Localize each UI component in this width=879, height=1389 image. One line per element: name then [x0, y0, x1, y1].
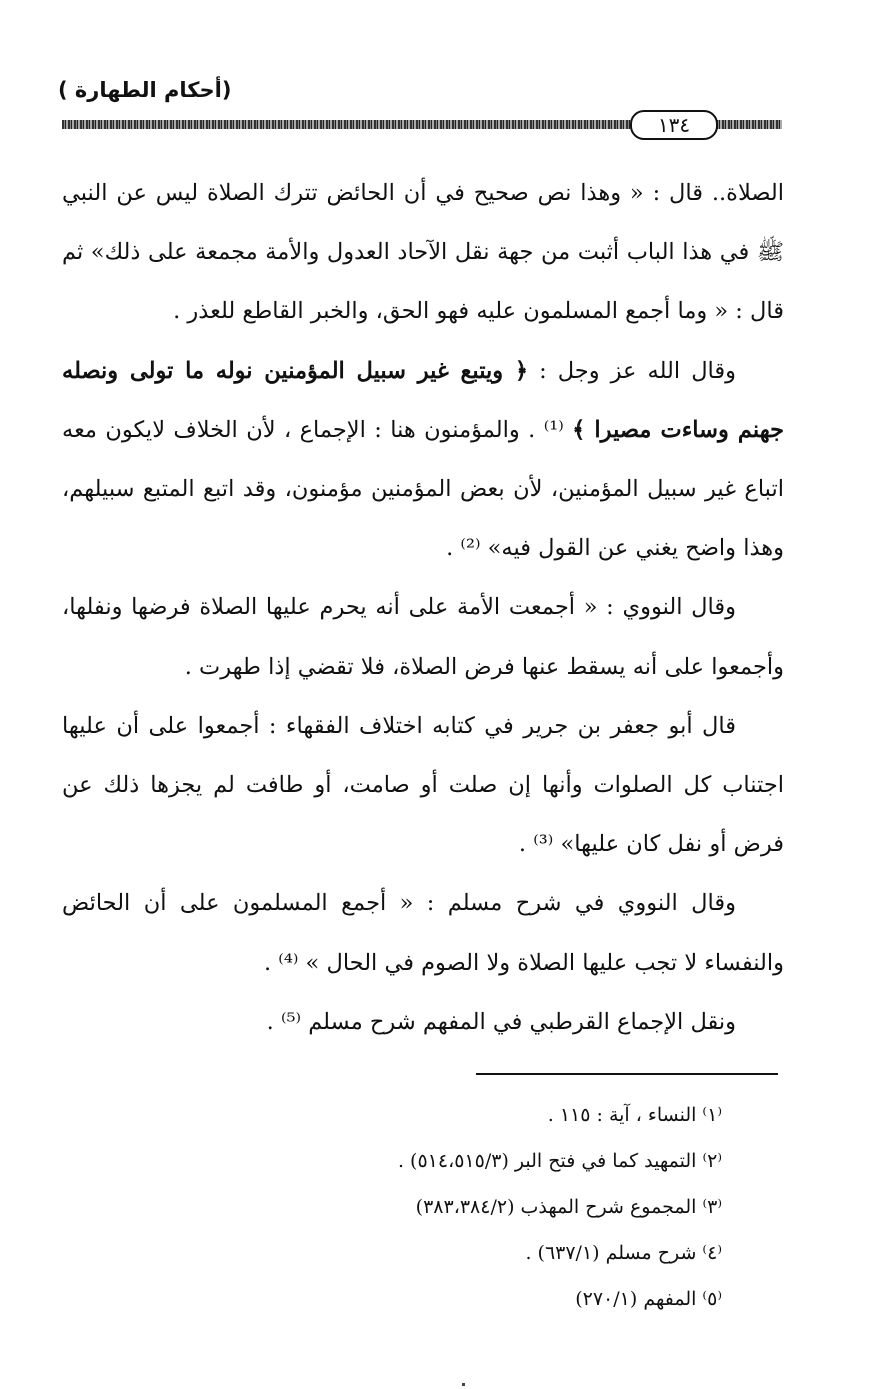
paragraph-4: قال أبو جعفر بن جرير في كتابه اختلاف الفقهاء : أجمعوا على أن عليها اجتناب كل الصلوات وأنها إن صلت أو صامت، أو طافت لم يجزها ذلك عن فرض أو نفل كان عليها» ⁽³⁾ .	[62, 712, 784, 858]
paragraph-2: وقال الله عز وجل : ﴿ ويتبع غير سبيل المؤمنين نوله ما تولى ونصله جهنم وساءت مصيرا ﴾ ⁽¹⁾ . والمؤمنون هنا : الإجماع ، لأن الخلاف لايكون معه اتباع غير سبيل المؤمنين، لأن بعض المؤمنين مؤمنون، وقد اتبع المتبع سبيلهم، وهذا واضح يغني عن القول فيه» ⁽²⁾ .	[62, 357, 784, 562]
footnote-1: ⁽١⁾ النساء ، آية : ١١٥ .	[547, 1104, 722, 1126]
paragraph-6: ونقل الإجماع القرطبي في المفهم شرح مسلم ⁽⁵⁾ .	[266, 1008, 736, 1035]
footnote-5: ⁽٥⁾ المفهم (٢٧٠/١)	[575, 1288, 722, 1310]
scan-speck	[462, 1383, 465, 1386]
footnote-separator	[476, 1073, 778, 1075]
paragraph-3: وقال النووي : « أجمعت الأمة على أنه يحرم عليها الصلاة فرضها ونفلها، وأجمعوا على أنه يسقط عنها فرض الصلاة، فلا تقضي إذا طهرت .	[62, 594, 784, 680]
paragraph-1: الصلاة.. قال : « وهذا نص صحيح في أن الحائض تترك الصلاة ليس عن النبي ﷺ في هذا الباب أثبت من جهة نقل الآحاد العدول والأمة مجمعة على ذلك» ثم قال : « وما أجمع المسلمون عليه فهو الحق، والخبر القاطع للعذر .	[62, 180, 784, 325]
footnote-4: ⁽٤⁾ شرح مسلم (٦٣٧/١) .	[525, 1242, 722, 1264]
main-text	[62, 164, 784, 1052]
footnote-2: ⁽٢⁾ التمهيد كما في فتح البر (٥١٤،٥١٥/٣) .	[397, 1150, 722, 1172]
footnotes	[398, 1092, 722, 1322]
quran-verse: ﴿ ويتبع غير سبيل المؤمنين نوله ما تولى ونصله جهنم وساءت مصيرا ﴾	[62, 357, 784, 443]
paragraph-5: وقال النووي في شرح مسلم : « أجمع المسلمون على أن الحائض والنفساء لا تجب عليها الصلاة ولا الصوم في الحال » ⁽⁴⁾ .	[62, 890, 784, 976]
footnote-3: ⁽٣⁾ المجموع شرح المهذب (٣٨٣،٣٨٤/٢)	[415, 1196, 722, 1218]
page-number: ١٣٤	[630, 110, 718, 140]
running-header-title: (أحكام الطهارة )	[58, 78, 232, 102]
